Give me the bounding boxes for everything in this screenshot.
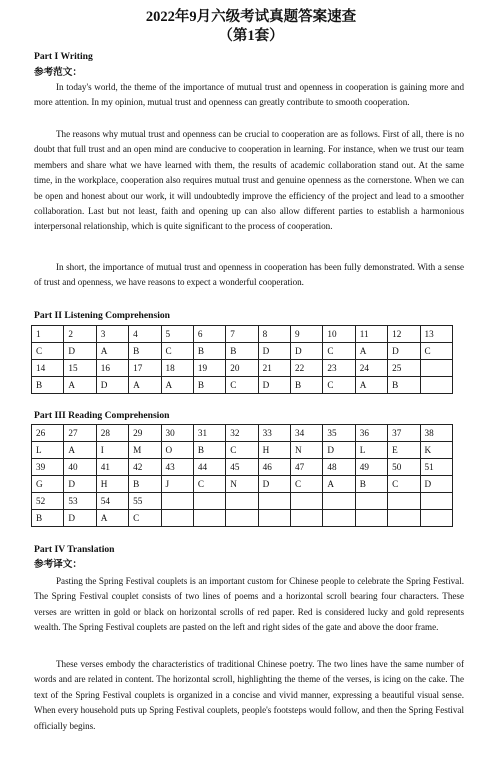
listening-answer-cell: A [64, 377, 96, 394]
reading-answer-table [31, 424, 453, 527]
reading-question-number-cell: 50 [388, 459, 420, 476]
reading-answer-cell: O [161, 442, 193, 459]
reading-question-number-cell: 33 [258, 425, 290, 442]
reading-answer-cell [323, 510, 355, 527]
reading-answer-cell [193, 510, 225, 527]
reading-row [32, 442, 453, 459]
reading-question-number-cell: 48 [323, 459, 355, 476]
reading-question-number-cell: 41 [96, 459, 128, 476]
listening-question-number-cell: 3 [96, 326, 128, 343]
listening-answer-cell: D [258, 343, 290, 360]
listening-answer-cell: D [258, 377, 290, 394]
reading-question-number-cell: 49 [355, 459, 387, 476]
listening-question-number-cell: 4 [129, 326, 161, 343]
part4-subheading: 参考译文： [34, 559, 82, 570]
reading-row [32, 476, 453, 493]
reading-question-number-cell [226, 493, 258, 510]
listening-question-number-cell: 25 [388, 360, 420, 377]
part1-paragraph-1: In today's world, the theme of the importance of mutual trust and openness in cooperation is gaining more and more attention. In my opinion, mutual trust and openness can greatly contribute to smooth cooperation. [34, 82, 464, 108]
listening-row [32, 377, 453, 394]
reading-answer-cell: K [420, 442, 453, 459]
listening-question-number-cell: 13 [420, 326, 453, 343]
reading-answer-cell: B [355, 476, 387, 493]
reading-answer-cell: G [32, 476, 64, 493]
reading-question-number-cell [355, 493, 387, 510]
reading-question-number-cell [388, 493, 420, 510]
listening-answer-cell: B [388, 377, 420, 394]
listening-question-number-cell: 17 [129, 360, 161, 377]
listening-question-number-cell: 11 [355, 326, 387, 343]
reading-question-number-cell: 31 [193, 425, 225, 442]
reading-answer-cell [388, 510, 420, 527]
reading-question-number-cell: 53 [64, 493, 96, 510]
listening-question-number-cell: 21 [258, 360, 290, 377]
listening-row [32, 343, 453, 360]
reading-question-number-cell: 44 [193, 459, 225, 476]
reading-answer-cell: A [64, 442, 96, 459]
reading-question-number-cell: 43 [161, 459, 193, 476]
part1-heading: Part I Writing [34, 51, 93, 62]
reading-row [32, 510, 453, 527]
listening-answer-cell: D [291, 343, 323, 360]
listening-answer-cell: A [129, 377, 161, 394]
reading-question-number-cell: 40 [64, 459, 96, 476]
part4-paragraph-2: These verses embody the characteristics of traditional Chinese poetry. The two lines have the same number of words and are related in content. The horizontal scroll, highlighting the theme of the verses, is icing on the cake. The text of the Spring Festival couplets is organized in a concise and vivid manner, expressing a beautiful visual sense. When every household puts up Spring Festival couplets, people's footsteps would follow, and then the Spring Festival officially begins. [34, 659, 464, 731]
listening-answer-cell: B [32, 377, 64, 394]
reading-answer-cell [161, 510, 193, 527]
listening-answer-cell: C [323, 377, 355, 394]
reading-answer-cell: D [323, 442, 355, 459]
reading-question-number-cell: 52 [32, 493, 64, 510]
reading-question-number-cell: 51 [420, 459, 453, 476]
part1-paragraph-3: In short, the importance of mutual trust and openness in cooperation has been fully demonstrated. With a sense of trust and openness, we have reasons to expect a wonderful cooperation. [34, 262, 464, 288]
listening-answer-cell: B [193, 377, 225, 394]
listening-answer-cell: D [64, 343, 96, 360]
reading-question-number-cell [258, 493, 290, 510]
listening-row [32, 326, 453, 343]
reading-answer-cell: D [420, 476, 453, 493]
listening-answer-cell: C [323, 343, 355, 360]
reading-answer-cell: I [96, 442, 128, 459]
listening-question-number-cell: 8 [258, 326, 290, 343]
reading-question-number-cell: 55 [129, 493, 161, 510]
reading-answer-cell [355, 510, 387, 527]
reading-answer-cell: D [64, 510, 96, 527]
reading-question-number-cell: 30 [161, 425, 193, 442]
listening-question-number-cell: 5 [161, 326, 193, 343]
part4-paragraph-1: Pasting the Spring Festival couplets is an important custom for Chinese people to celebrate the Spring Festival. The Spring Festival couplet consists of two lines of poems and a horizontal scroll bearing four characters. These verses are written in gold or black on horizontal scrolls of red paper. Red is considered lucky and gold represents wealth. The Spring Festival couplets are pasted on the left and right sides of the gate and above the door frame. [34, 576, 464, 633]
reading-answer-cell: C [226, 442, 258, 459]
reading-answer-cell: M [129, 442, 161, 459]
listening-answer-cell: A [355, 377, 387, 394]
listening-question-number-cell: 9 [291, 326, 323, 343]
part4-heading: Part IV Translation [34, 544, 115, 555]
listening-question-number-cell: 1 [32, 326, 64, 343]
reading-answer-cell: C [193, 476, 225, 493]
reading-answer-cell: N [291, 442, 323, 459]
reading-answer-cell: D [258, 476, 290, 493]
reading-question-number-cell: 39 [32, 459, 64, 476]
reading-row [32, 493, 453, 510]
listening-answer-table [31, 325, 453, 394]
reading-answer-cell [420, 510, 453, 527]
reading-answer-cell: B [193, 442, 225, 459]
page-subtitle: （第1套） [218, 28, 284, 44]
reading-question-number-cell: 29 [129, 425, 161, 442]
reading-question-number-cell: 45 [226, 459, 258, 476]
reading-answer-cell: A [96, 510, 128, 527]
listening-question-number-cell: 6 [193, 326, 225, 343]
reading-answer-cell [226, 510, 258, 527]
part2-heading: Part II Listening Comprehension [34, 310, 171, 321]
listening-answer-cell: A [96, 343, 128, 360]
reading-answer-cell: C [129, 510, 161, 527]
listening-answer-cell: C [161, 343, 193, 360]
listening-answer-cell: C [226, 377, 258, 394]
reading-question-number-cell: 32 [226, 425, 258, 442]
part1-paragraph-2: The reasons why mutual trust and openness can be crucial to cooperation are as follows. First of all, there is no doubt that full trust and an open mind are conducive to cooperation in learning. For instance, when we trust our team members and share what we have learned with them, the results of academic collaboration stand out. At the same time, in the workplace, cooperation also requires mutual trust and genuine openness as the cornerstone. When we can be open and honest about our work, it will undoubtedly improve the efficiency of the project and lead to a smoother collaboration. Last but not least, faith and opening up can also allow different parties to establish a harmonious interpersonal relationship, which is quite significant to the process of cooperation. [34, 129, 464, 232]
listening-answer-cell: B [226, 343, 258, 360]
reading-answer-cell: B [32, 510, 64, 527]
listening-question-number-cell: 19 [193, 360, 225, 377]
reading-question-number-cell [323, 493, 355, 510]
reading-question-number-cell: 28 [96, 425, 128, 442]
listening-question-number-cell: 10 [323, 326, 355, 343]
listening-question-number-cell: 12 [388, 326, 420, 343]
reading-question-number-cell: 42 [129, 459, 161, 476]
reading-answer-cell: N [226, 476, 258, 493]
listening-question-number-cell [420, 360, 453, 377]
reading-question-number-cell: 47 [291, 459, 323, 476]
listening-answer-cell: A [355, 343, 387, 360]
listening-question-number-cell: 23 [323, 360, 355, 377]
listening-question-number-cell: 18 [161, 360, 193, 377]
listening-question-number-cell: 16 [96, 360, 128, 377]
listening-answer-cell [420, 377, 453, 394]
reading-answer-cell: E [388, 442, 420, 459]
listening-answer-cell: C [420, 343, 453, 360]
listening-answer-cell: B [291, 377, 323, 394]
reading-answer-cell: H [96, 476, 128, 493]
reading-question-number-cell [291, 493, 323, 510]
listening-question-number-cell: 14 [32, 360, 64, 377]
listening-answer-cell: D [96, 377, 128, 394]
part1-subheading: 参考范文： [34, 67, 82, 78]
reading-question-number-cell: 34 [291, 425, 323, 442]
reading-answer-cell: C [388, 476, 420, 493]
reading-answer-cell: B [129, 476, 161, 493]
listening-question-number-cell: 15 [64, 360, 96, 377]
page-title: 2022年9月六级考试真题答案速查 [145, 9, 357, 25]
listening-answer-cell: C [32, 343, 64, 360]
reading-answer-cell [291, 510, 323, 527]
reading-question-number-cell: 38 [420, 425, 453, 442]
reading-question-number-cell: 54 [96, 493, 128, 510]
reading-answer-cell: J [161, 476, 193, 493]
reading-question-number-cell: 36 [355, 425, 387, 442]
reading-question-number-cell [161, 493, 193, 510]
reading-row [32, 459, 453, 476]
listening-question-number-cell: 20 [226, 360, 258, 377]
listening-answer-cell: B [193, 343, 225, 360]
reading-answer-cell: A [323, 476, 355, 493]
listening-answer-cell: D [388, 343, 420, 360]
reading-row [32, 425, 453, 442]
reading-question-number-cell [193, 493, 225, 510]
listening-answer-cell: B [129, 343, 161, 360]
reading-question-number-cell: 35 [323, 425, 355, 442]
listening-question-number-cell: 24 [355, 360, 387, 377]
listening-answer-cell: A [161, 377, 193, 394]
reading-answer-cell: L [355, 442, 387, 459]
reading-answer-cell [258, 510, 290, 527]
reading-answer-cell: H [258, 442, 290, 459]
part3-heading: Part III Reading Comprehension [34, 410, 170, 421]
reading-question-number-cell: 26 [32, 425, 64, 442]
reading-answer-cell: C [291, 476, 323, 493]
reading-question-number-cell [420, 493, 453, 510]
reading-answer-cell: D [64, 476, 96, 493]
reading-question-number-cell: 46 [258, 459, 290, 476]
reading-answer-cell: L [32, 442, 64, 459]
listening-question-number-cell: 2 [64, 326, 96, 343]
reading-question-number-cell: 37 [388, 425, 420, 442]
listening-question-number-cell: 7 [226, 326, 258, 343]
listening-question-number-cell: 22 [291, 360, 323, 377]
listening-row [32, 360, 453, 377]
reading-question-number-cell: 27 [64, 425, 96, 442]
